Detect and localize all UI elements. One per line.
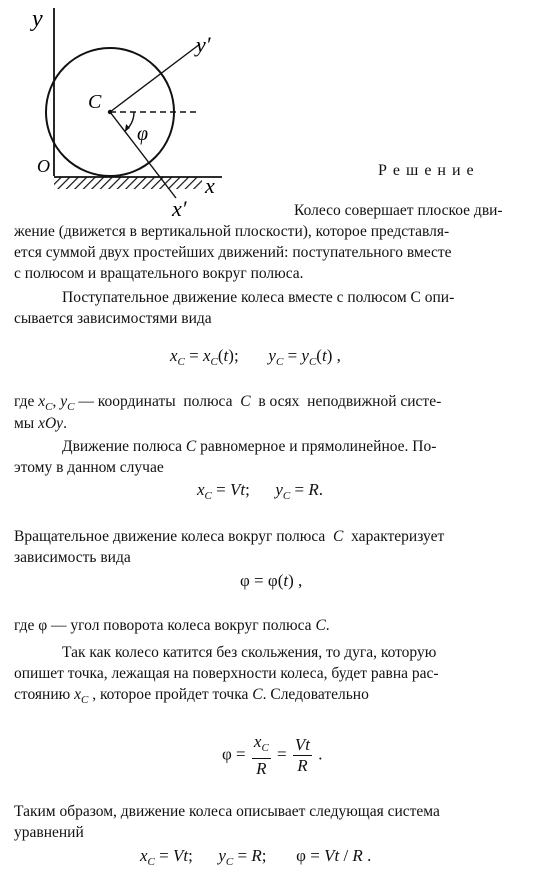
angle-arrow <box>125 124 130 131</box>
para4-line1: Движение полюса C равномерное и прямолинейное. По- <box>62 438 437 455</box>
label-y: y <box>32 6 43 32</box>
y-prime-axis <box>110 44 200 112</box>
para1-line4: с полюсом и вращательного вокруг полюса. <box>14 265 304 282</box>
para7-line1: Так как колесо катится без скольжения, то дуга, которую <box>62 644 437 661</box>
ground-hatch <box>54 177 202 189</box>
para1-line3: ется суммой двух простейших движений: поступательного вместе <box>14 244 452 261</box>
equation-3: φ = φ(t) , <box>240 571 303 590</box>
wheel-diagram <box>0 0 260 225</box>
para6: где φ — угол поворота колеса вокруг полюса C. <box>14 617 330 634</box>
para8-line2: уравнений <box>14 824 84 841</box>
label-y-prime: y′ <box>196 32 211 57</box>
equation-5: $x_C = Vt$; $y_C = R$; φ = Vt / R . <box>140 846 372 868</box>
label-x-prime: x′ <box>172 196 187 221</box>
solution-heading: Р е ш е н и е <box>378 162 475 179</box>
label-phi: φ <box>137 123 149 145</box>
equation-1: $x_C = x_C(t)$; $y_C = y_C(t)$ , <box>170 346 341 368</box>
para5-line1: Вращательное движение колеса вокруг полюса C характеризует <box>14 528 445 545</box>
para8-line1: Таким образом, движение колеса описывает следующая система <box>14 803 440 820</box>
para2-line1: Поступательное движение колеса вместе с полюсом C опи- <box>62 289 455 306</box>
equation-4: φ = $\frac{x_C}{R}$ = $\frac{Vt}{R}$ . <box>222 732 323 778</box>
label-o: O <box>37 156 50 176</box>
para3-line2: мы xOy. <box>14 415 67 432</box>
para1-line1: Колесо совершает плоское дви- <box>294 202 503 219</box>
para7-line2: опишет точка, лежащая на поверхности колеса, будет равна рас- <box>14 665 439 682</box>
equation-2: $x_C = Vt$; $y_C = R$. <box>197 480 323 502</box>
label-x: x <box>205 173 215 198</box>
para5-line2: зависимость вида <box>14 549 131 566</box>
para1-line2: жение (движется в вертикальной плоскости), которое представля- <box>14 223 450 240</box>
para3-line1: где $x_C$, $y_C$ — координаты полюса C в осях неподвижной систе- <box>14 393 442 413</box>
para4-line2: этому в данном случае <box>14 459 164 476</box>
para2-line2: сывается зависимостями вида <box>14 310 212 327</box>
para7-line3: стоянию $x_C$ , которое пройдет точка C. Следовательно <box>14 686 369 706</box>
label-c: C <box>88 91 102 113</box>
